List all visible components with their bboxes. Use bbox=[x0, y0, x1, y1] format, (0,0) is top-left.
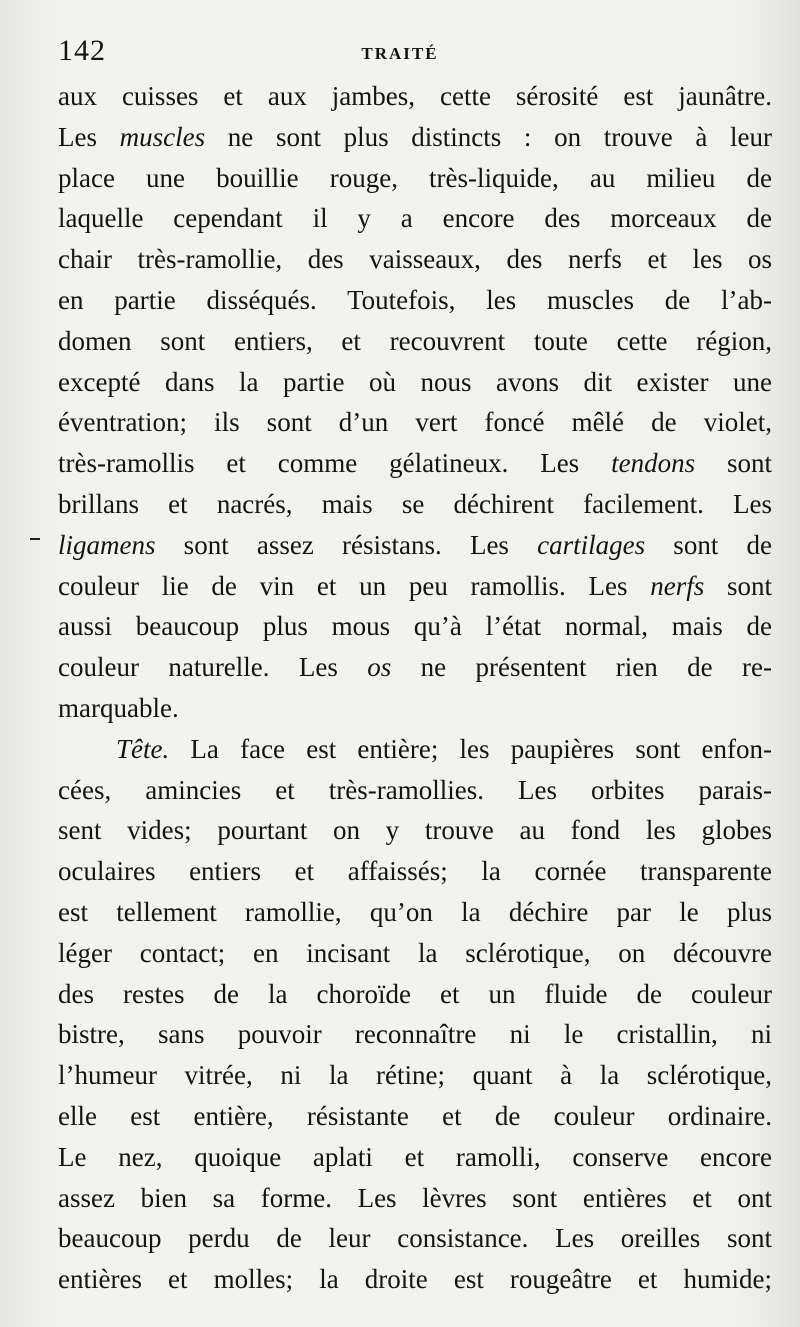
italic-term: muscles bbox=[119, 121, 206, 152]
text-line: brillans et nacrés, mais se déchirent facilement. Les bbox=[58, 488, 772, 519]
text-line: des restes de la choroïde et un fluide de couleur bbox=[58, 978, 772, 1009]
text-line: sent vides; pourtant on y trouve au fond les globes bbox=[58, 815, 772, 846]
text-line: oculaires entiers et affaissés; la cornée transparente bbox=[58, 856, 772, 887]
text-line: éventration; ils sont d’un vert foncé mêlé de violet, bbox=[58, 407, 772, 438]
text-line: laquelle cependant il y a encore des morceaux de bbox=[58, 203, 772, 234]
body-text bbox=[58, 76, 772, 1300]
text-line: bistre, sans pouvoir reconnaître ni le cristallin, ni bbox=[58, 1019, 772, 1050]
text-line: est tellement ramollie, qu’on la déchire par le plus bbox=[58, 896, 772, 927]
text-line: couleur lie de vin et un peu ramollis. Les nerfs sont bbox=[58, 570, 772, 601]
text-line: l’humeur vitrée, ni la rétine; quant à la sclérotique, bbox=[58, 1060, 772, 1091]
text-line: léger contact; en incisant la sclérotique, on découvre bbox=[58, 937, 772, 968]
text-line: chair très-ramollie, des vaisseaux, des nerfs et les os bbox=[58, 244, 772, 275]
margin-dash-mark bbox=[30, 538, 40, 540]
text-line: aux cuisses et aux jambes, cette sérosité est jaunâtre. bbox=[58, 81, 772, 111]
italic-term: nerfs bbox=[650, 570, 705, 601]
text-line: couleur naturelle. Les os ne présentent rien de re- bbox=[58, 652, 772, 683]
text-line: cées, amincies et très-ramollies. Les orbites parais- bbox=[58, 774, 772, 805]
italic-term: ligamens bbox=[58, 529, 156, 560]
text-line: marquable. bbox=[58, 692, 179, 723]
running-title: TRAITÉ bbox=[361, 44, 439, 63]
text-line: Les muscles ne sont plus distincts : on trouve à leur bbox=[58, 121, 772, 152]
text-line: en partie disséqués. Toutefois, les muscles de l’ab- bbox=[58, 284, 772, 315]
page-number: 142 bbox=[58, 34, 106, 67]
text-line: elle est entière, résistante et de couleur ordinaire. bbox=[58, 1100, 772, 1131]
text-line: très-ramollis et comme gélatineux. Les tendons sont bbox=[58, 448, 772, 479]
italic-term: tendons bbox=[611, 448, 696, 479]
text-line: aussi beaucoup plus mous qu’à l’état normal, mais de bbox=[58, 611, 772, 642]
text-line: Tête. La face est entière; les paupières sont enfon- bbox=[116, 733, 772, 764]
text-line: entières et molles; la droite est rougeâtre et humide; bbox=[58, 1264, 772, 1295]
text-line: place une bouillie rouge, très-liquide, au milieu de bbox=[58, 162, 772, 193]
text-line: beaucoup perdu de leur consistance. Les oreilles sont bbox=[58, 1223, 772, 1254]
text-line: ligamens sont assez résistans. Les cartilages sont de bbox=[58, 529, 772, 560]
text-line: Le nez, quoique aplati et ramolli, conserve encore bbox=[58, 1141, 772, 1172]
text-line: assez bien sa forme. Les lèvres sont entières et ont bbox=[58, 1182, 772, 1213]
text-line: excepté dans la partie où nous avons dit exister une bbox=[58, 366, 772, 397]
italic-term: os bbox=[367, 652, 392, 683]
italic-term: cartilages bbox=[537, 529, 646, 560]
text-line: domen sont entiers, et recouvrent toute cette région, bbox=[58, 325, 772, 356]
page-header bbox=[58, 26, 742, 66]
section-heading: Tête. bbox=[116, 733, 170, 764]
